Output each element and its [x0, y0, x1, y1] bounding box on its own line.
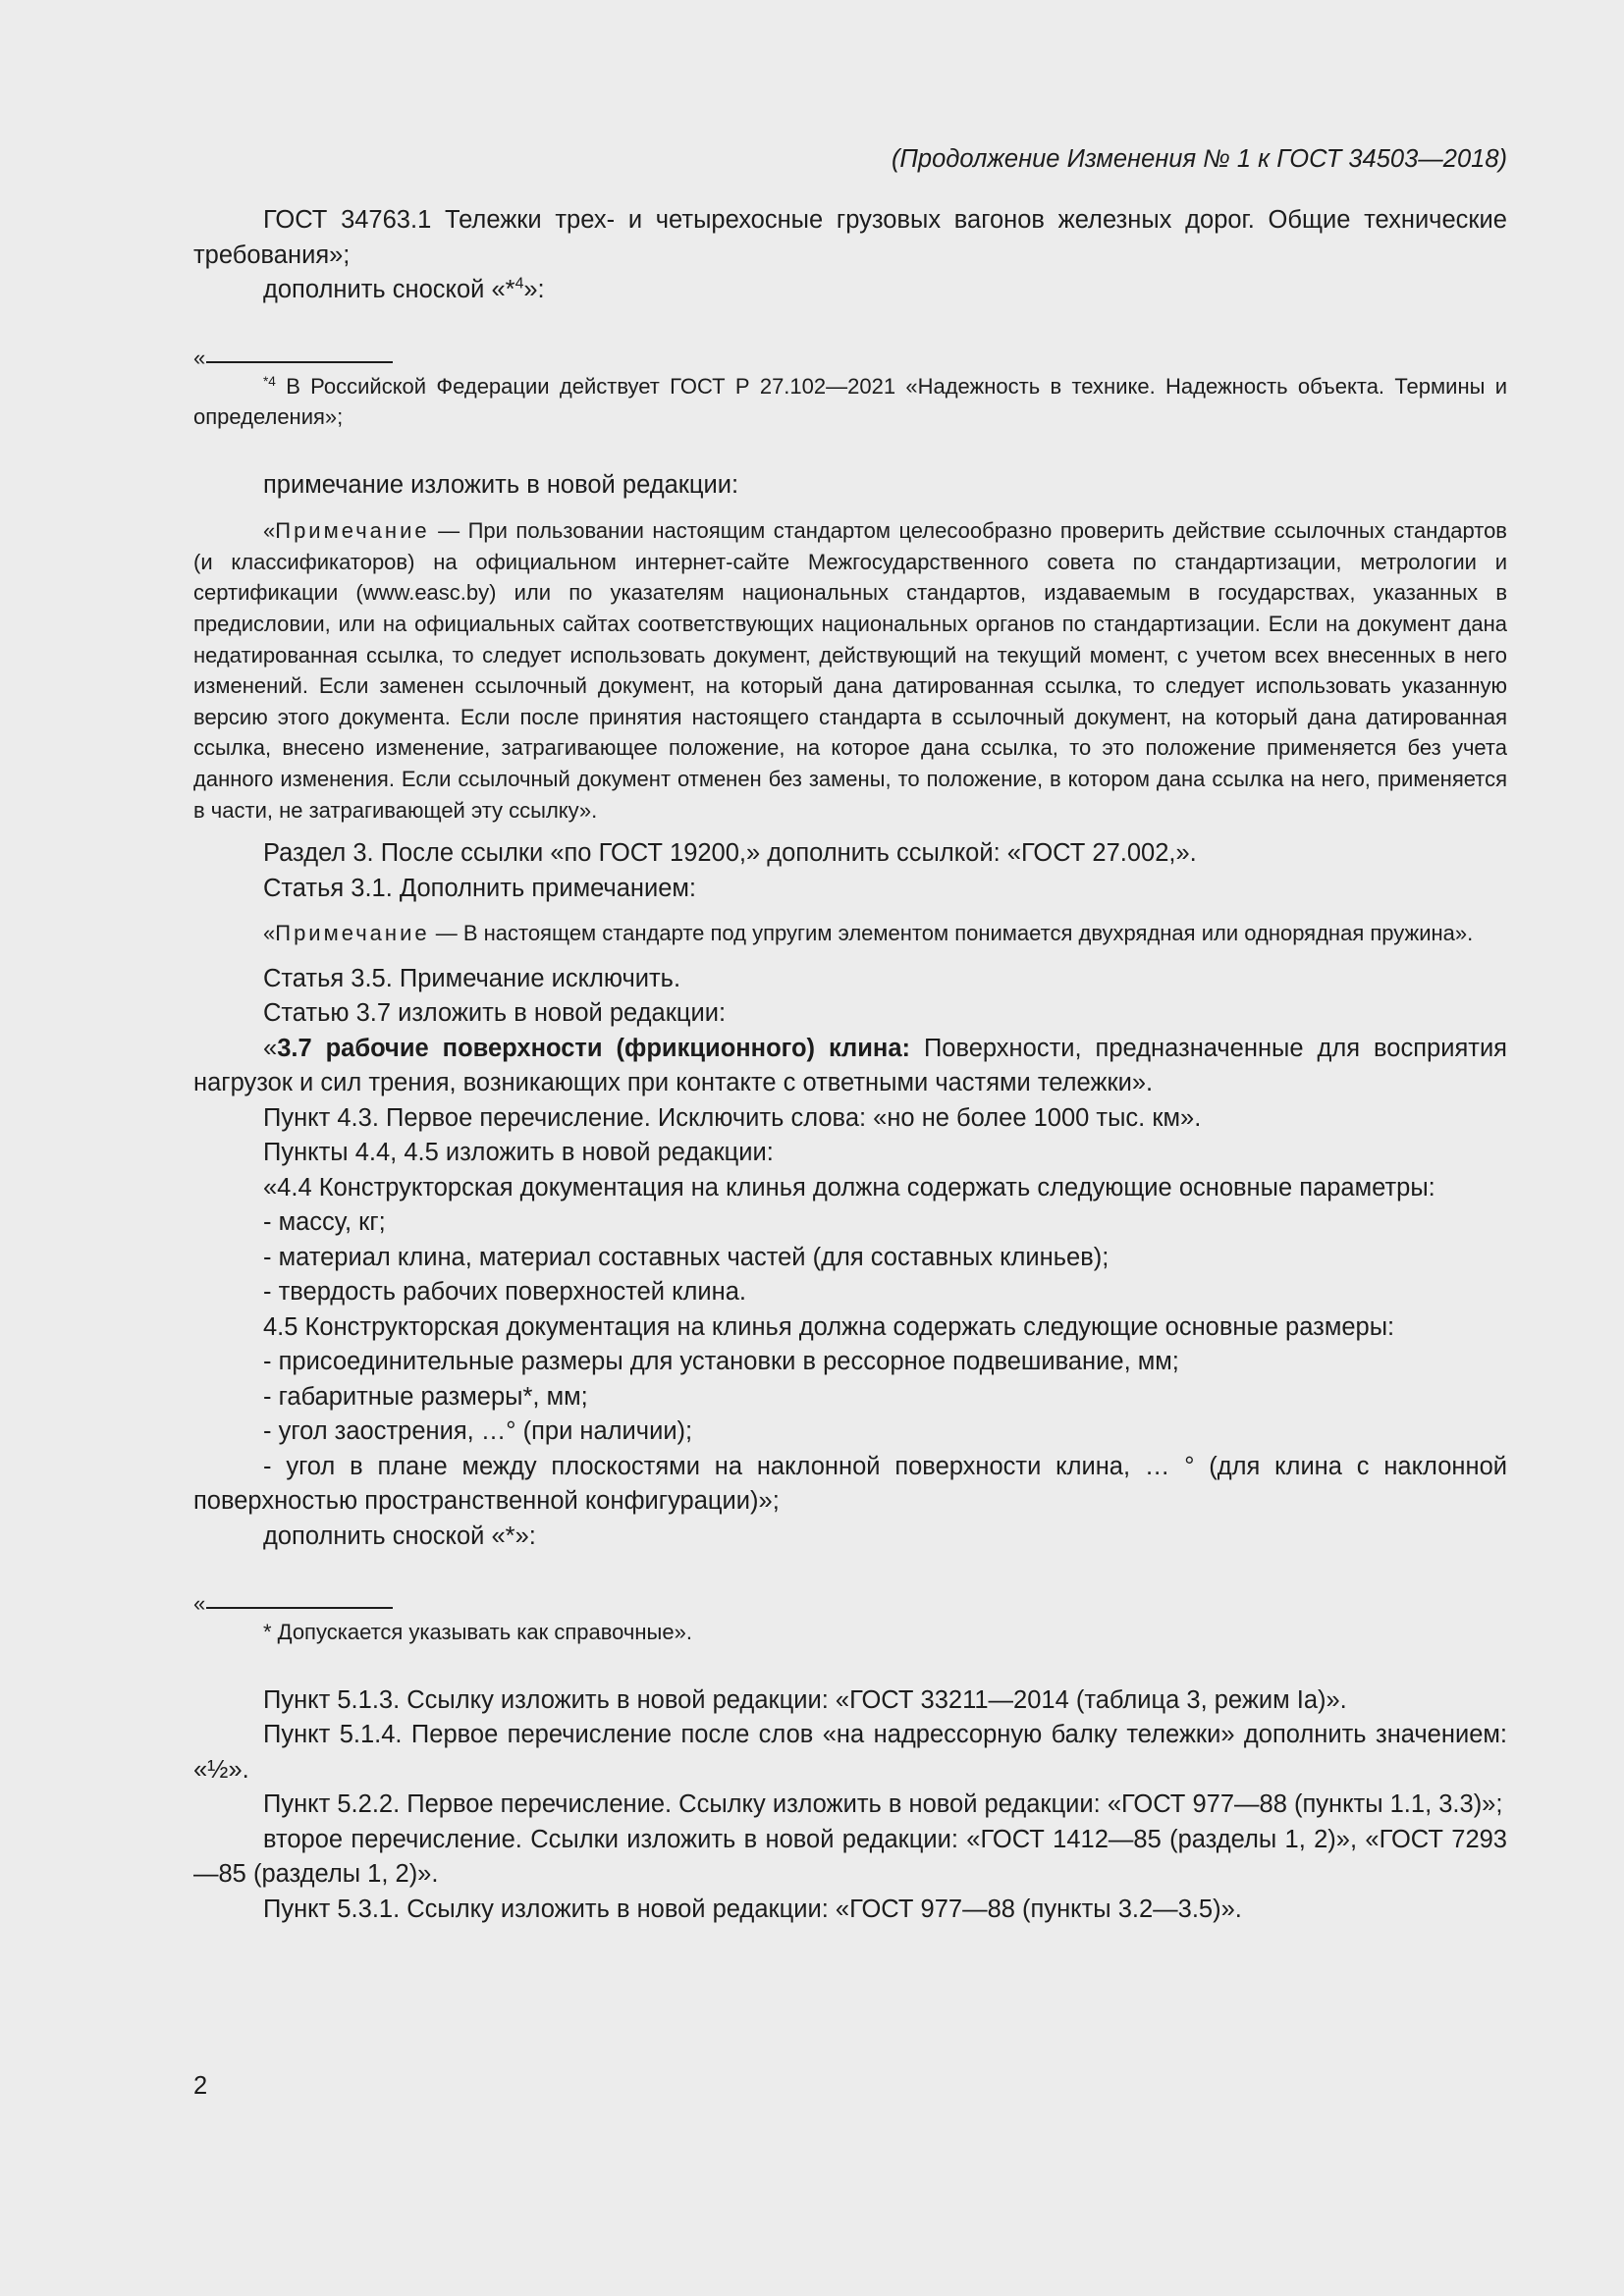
footnote-rule: [206, 1607, 393, 1609]
paragraph: Статья 3.5. Примечание исключить.: [263, 964, 681, 992]
paragraph: Статья 3.1. Дополнить примечанием:: [263, 874, 697, 902]
page-content: [193, 142, 1507, 1927]
list-item: - угол в плане между плоскостями на наклонной поверхности клина, … ° (для клина с наклонной поверхностью пространственной конфигурации)»;: [193, 1452, 1507, 1516]
list-item: - твердость рабочих поверхностей клина.: [263, 1278, 747, 1307]
paragraph: «4.4 Конструкторская документация на клинья должна содержать следующие основные параметры:: [263, 1173, 1435, 1201]
paragraph: Пункт 5.2.2. Первое перечисление. Ссылку изложить в новой редакции: «ГОСТ 977—88 (пункты 1.1, 3.3)»;: [263, 1790, 1503, 1819]
footnote: * Допускается указывать как справочные».: [263, 1620, 692, 1645]
list-item: - массу, кг;: [263, 1208, 386, 1237]
paragraph: Пункт 5.3.1. Ссылку изложить в новой редакции: «ГОСТ 977—88 (пункты 3.2—3.5)».: [263, 1895, 1242, 1923]
paragraph: примечание изложить в новой редакции:: [263, 470, 739, 499]
list-item: - габаритные размеры*, мм;: [263, 1382, 588, 1411]
footnote-separator: «: [193, 1591, 1507, 1617]
list-item: - угол заострения, …° (при наличии);: [263, 1417, 693, 1446]
paragraph: Пункт 5.1.3. Ссылку изложить в новой редакции: «ГОСТ 33211—2014 (таблица 3, режим Iа)».: [263, 1685, 1347, 1714]
paragraph: ГОСТ 34763.1 Тележки трех- и четырехосные грузовых вагонов железных дорог. Общие технические требования»;: [193, 206, 1507, 269]
note: «Примечание — В настоящем стандарте под упругим элементом понимается двухрядная или однорядная пружина».: [263, 921, 1474, 946]
paragraph: дополнить сноской «*»:: [263, 1522, 536, 1550]
paragraph: Раздел 3. После ссылки «по ГОСТ 19200,» дополнить ссылкой: «ГОСТ 27.002,».: [263, 839, 1197, 868]
paragraph: Пункты 4.4, 4.5 изложить в новой редакции:: [263, 1139, 774, 1167]
paragraph: второе перечисление. Ссылки изложить в новой редакции: «ГОСТ 1412—85 (разделы 1, 2)», «ГОСТ 7293—85 (разделы 1, 2)».: [193, 1825, 1507, 1889]
footnote-separator: «: [193, 346, 1507, 371]
paragraph: Пункт 4.3. Первое перечисление. Исключить слова: «но не более 1000 тыс. км».: [263, 1103, 1202, 1132]
definition: «3.7 рабочие поверхности (фрикционного) клина: Поверхности, предназначенные для восприятия нагрузок и сил трения, возникающих при контакте с ответными частями тележки».: [193, 1034, 1507, 1097]
paragraph: Статью 3.7 изложить в новой редакции:: [263, 999, 727, 1028]
note: «Примечание — При пользовании настоящим стандартом целесообразно проверить действие ссылочных стандартов (и классификаторов) на официальном интернет-сайте Межгосударственного совета по стандартизации, метрологии и сертификации (www.easc.by) или по указателям национальных стандартов, издаваемым в государствах, указанных в предисловии, или на официальных сайтах соответствующих национальных органов по стандартизации. Если на документ дана недатированная ссылка, то следует использовать документ, действующий на текущий момент, с учетом всех внесенных в него изменений. Если заменен ссылочный документ, на который дана датированная ссылка, то следует использовать указанную версию этого документа. Если после принятия настоящего стандарта в ссылочный документ, на который дана датированная ссылка, внесено изменение, затрагивающее положение, на которое дана ссылка, то это положение применяется без учета данного изменения. Если ссылочный документ отменен без замены, то положение, в котором дана ссылка на него, применяется в части, не затрагивающей эту ссылку».: [193, 518, 1507, 823]
paragraph: дополнить сноской «*$^4$»:: [263, 275, 545, 303]
running-header: (Продолжение Изменения № 1 к ГОСТ 34503—2018): [891, 145, 1507, 173]
footnote-rule: [206, 361, 393, 363]
paragraph: 4.5 Конструкторская документация на клинья должна содержать следующие основные размеры:: [263, 1312, 1395, 1341]
page-number: 2: [193, 2072, 208, 2100]
list-item: - материал клина, материал составных частей (для составных клиньев);: [263, 1243, 1110, 1271]
list-item: - присоединительные размеры для установки в рессорное подвешивание, мм;: [263, 1348, 1179, 1376]
paragraph: Пункт 5.1.4. Первое перечисление после слов «на надрессорную балку тележки» дополнить значением: «½».: [193, 1721, 1507, 1784]
footnote: $^{*4}$ В Российской Федерации действует ГОСТ Р 27.102—2021 «Надежность в технике. Надежность объекта. Термины и определения»;: [193, 373, 1507, 430]
